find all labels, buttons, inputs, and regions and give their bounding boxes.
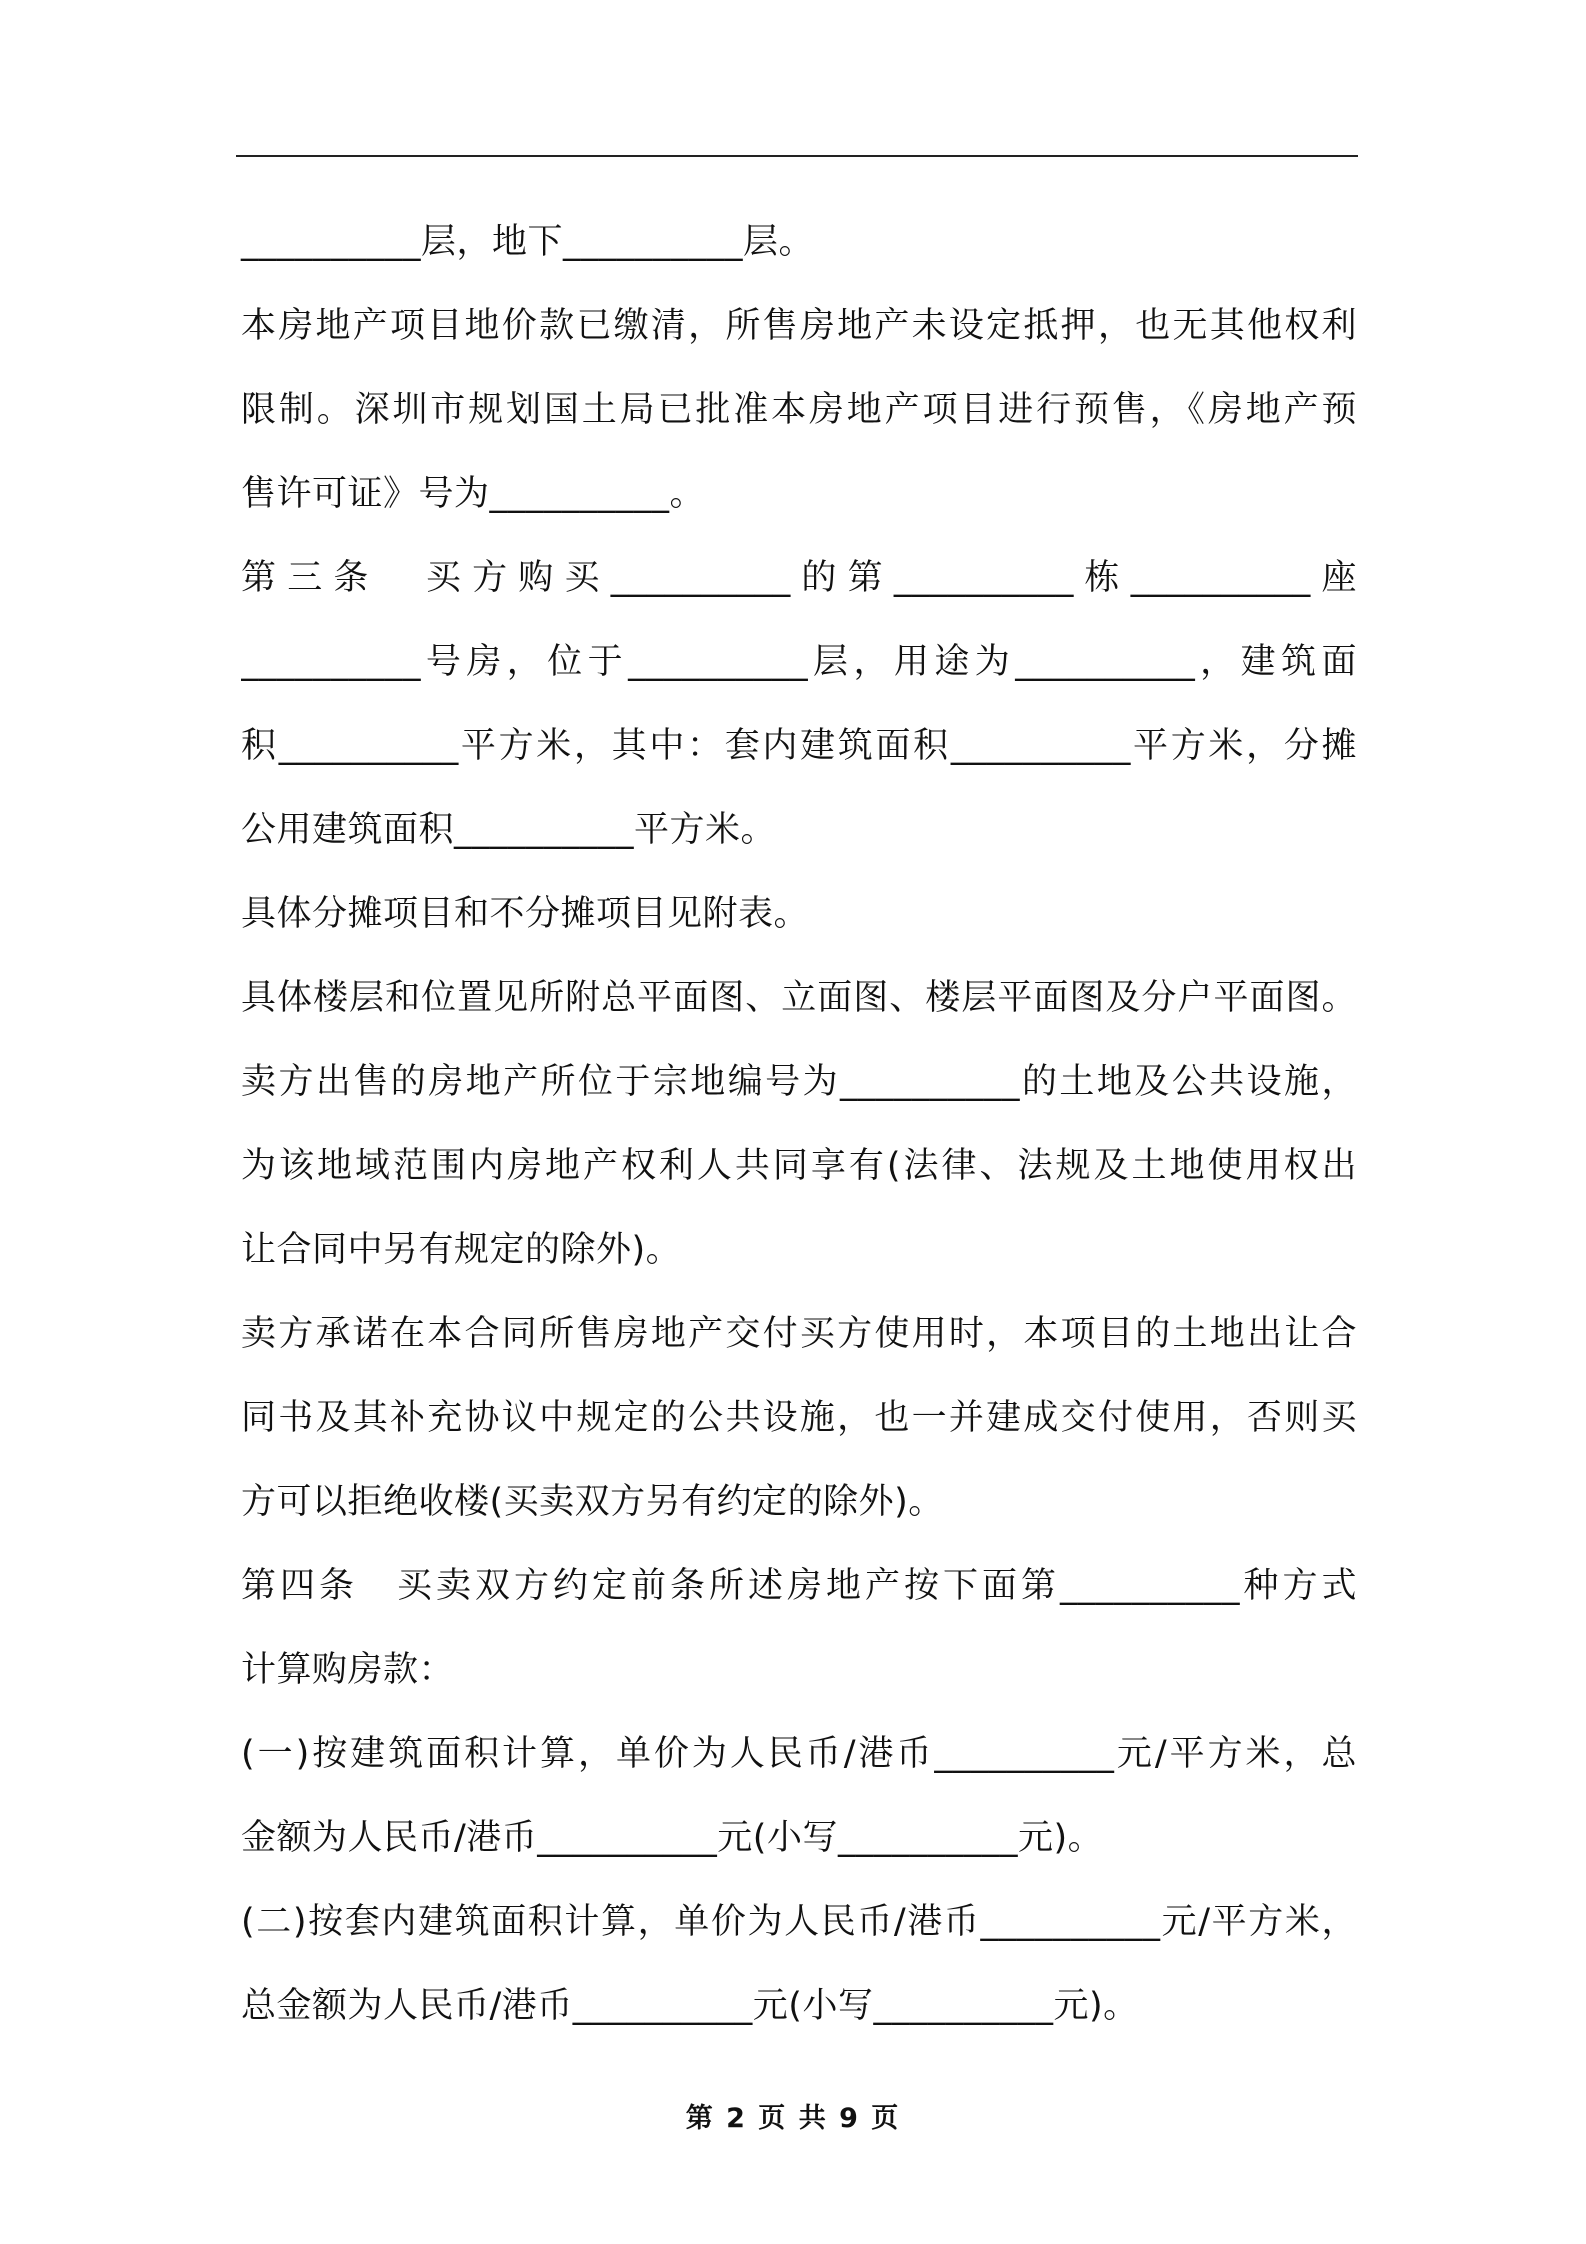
- text-line: 为该地域范围内房地产权利人共同享有(法律、法规及土地使用权出: [241, 1146, 1357, 1186]
- text-line: 同书及其补充协议中规定的公共设施，也一并建成交付使用，否则买: [241, 1398, 1357, 1438]
- text-line: __________层，地下__________层。: [241, 222, 815, 262]
- text-line: (一)按建筑面积计算，单价为人民币/港币__________元/平方米，总: [241, 1734, 1357, 1774]
- text-line: 限制。深圳市规划国土局已批准本房地产项目进行预售，《房地产预: [241, 390, 1357, 430]
- text-line: __________号房，位于__________层，用途为__________，建筑面: [241, 642, 1357, 682]
- text-line: 具体楼层和位置见所附总平面图、立面图、楼层平面图及分户平面图。: [241, 978, 1357, 1018]
- article-4-heading-line: 第四条 买卖双方约定前条所述房地产按下面第__________种方式: [241, 1566, 1357, 1606]
- text-line: (二)按套内建筑面积计算，单价为人民币/港币__________元/平方米，: [241, 1902, 1357, 1942]
- text-line: 卖方承诺在本合同所售房地产交付买方使用时，本项目的土地出让合: [241, 1314, 1357, 1354]
- text-line: 积__________平方米，其中：套内建筑面积__________平方米，分摊: [241, 726, 1357, 766]
- page-number-footer: 第 2 页 共 9 页: [685, 2103, 901, 2134]
- text-line: 计算购房款：: [241, 1650, 455, 1690]
- text-line: 公用建筑面积__________平方米。: [241, 810, 777, 850]
- text-line: 售许可证》号为__________。: [241, 474, 706, 514]
- text-line: 总金额为人民币/港币__________元(小写__________元)。: [241, 1986, 1139, 2026]
- text-line: 金额为人民币/港币__________元(小写__________元)。: [241, 1818, 1104, 1858]
- document-body: [241, 200, 1357, 2048]
- article-3-heading-line: 第三条 买方购买__________的第__________栋__________座: [241, 558, 1357, 598]
- text-line: 本房地产项目地价款已缴清，所售房地产未设定抵押，也无其他权利: [241, 306, 1357, 346]
- text-line: 具体分摊项目和不分摊项目见附表。: [241, 894, 810, 934]
- text-line: 让合同中另有规定的除外)。: [241, 1230, 682, 1270]
- header-rule: [236, 155, 1358, 157]
- text-line: 方可以拒绝收楼(买卖双方另有约定的除外)。: [241, 1482, 944, 1522]
- text-line: 卖方出售的房地产所位于宗地编号为__________的土地及公共设施，: [241, 1062, 1357, 1102]
